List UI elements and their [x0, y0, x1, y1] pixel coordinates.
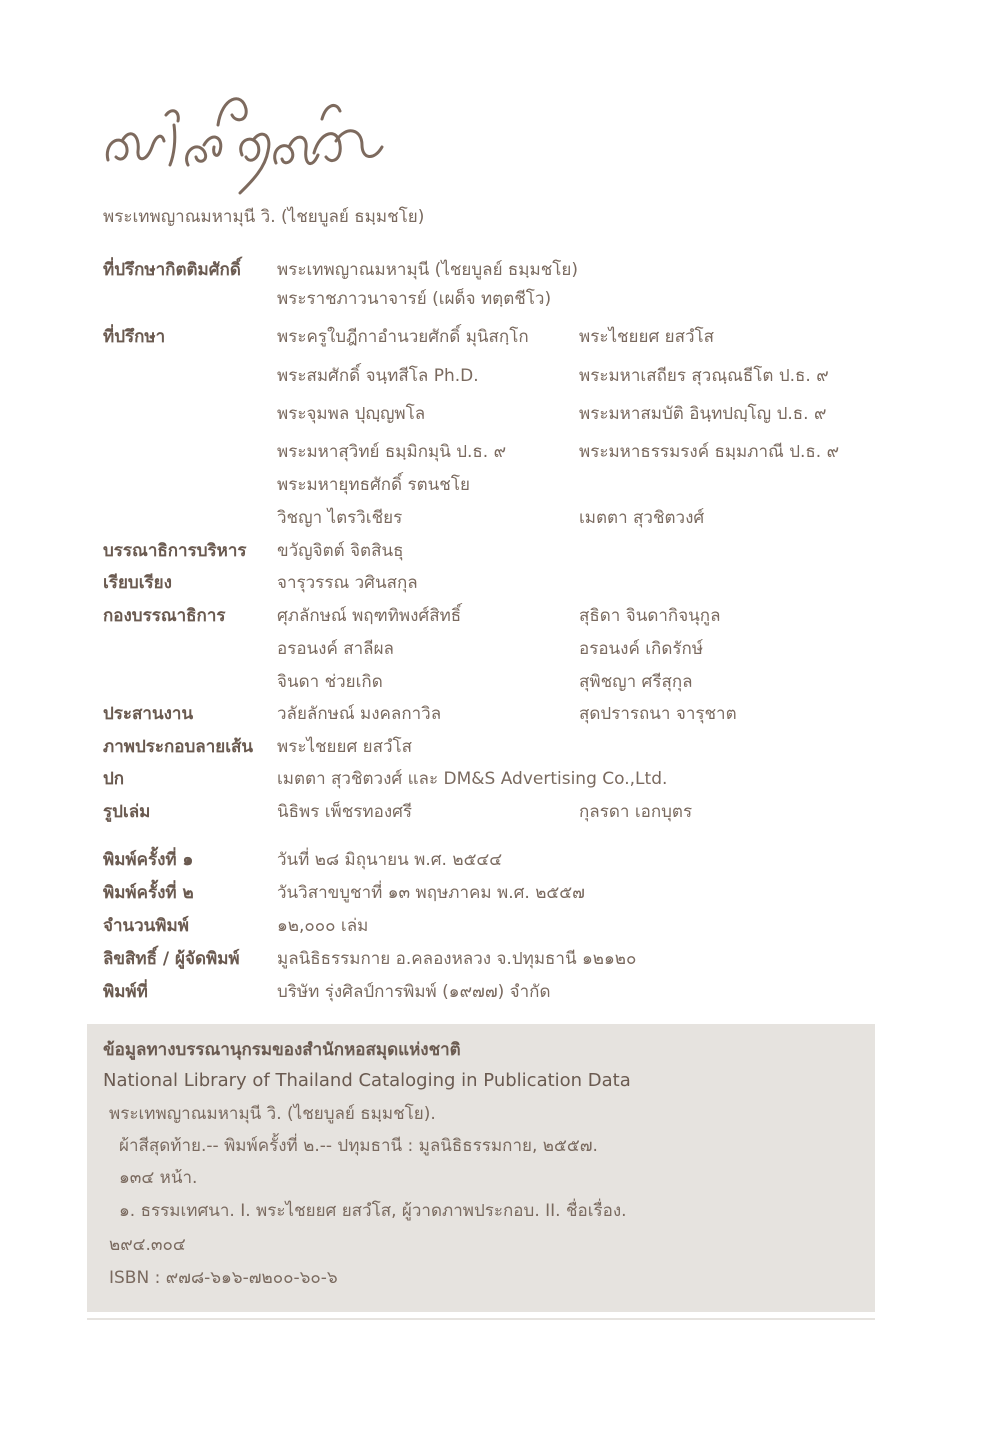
credit-name: พระไชยยศ ยสวํโส [579, 327, 715, 347]
credit-name: เมตตา สุวชิตวงศ์ [579, 508, 705, 528]
credit-row-honorary-advisor [103, 255, 903, 285]
credit-name: อรอนงค์ เกิดรักษ์ [579, 639, 704, 659]
cip-author-line: พระเทพญาณมหามุนี วิ. (ไชยบูลย์ ธมฺมชโย). [109, 1104, 436, 1124]
credit-row [103, 667, 903, 697]
printing-value: ๑๒,๐๐๐ เล่ม [277, 916, 369, 936]
printing-row-second-edition [103, 878, 903, 908]
credit-row-advisor [103, 322, 903, 352]
credit-label: ประสานงาน [103, 704, 194, 724]
credit-name: สุธิดา จินดากิจนุกูล [579, 606, 721, 626]
credit-row-compiler [103, 568, 903, 598]
printing-label: ลิขสิทธิ์ / ผู้จัดพิมพ์ [103, 949, 240, 969]
credit-name: จารุวรรณ วศินสกุล [277, 573, 418, 593]
credit-label: บรรณาธิการบริหาร [103, 541, 247, 561]
credit-name: วลัยลักษณ์ มงคลกาวิล [277, 704, 442, 724]
credit-row [103, 634, 903, 664]
printing-label: พิมพ์ครั้งที่ ๒ [103, 883, 194, 903]
credit-row [103, 361, 903, 391]
cip-data-box [87, 1024, 875, 1312]
printing-value: วันที่ ๒๘ มิถุนายน พ.ศ. ๒๕๔๔ [277, 850, 503, 870]
credit-row-cover [103, 764, 903, 794]
credit-label: รูปเล่ม [103, 802, 151, 822]
printing-row-copies [103, 911, 903, 941]
printing-value: บริษัท รุ่งศิลป์การพิมพ์ (๑๙๗๗) จำกัด [277, 982, 551, 1002]
credit-name: พระสมศักดิ์ จนฺทสีโล Ph.D. [277, 366, 479, 386]
printing-row-publisher [103, 944, 903, 974]
printing-label: จำนวนพิมพ์ [103, 916, 189, 936]
credit-name: สุพิชญา ศรีสุกุล [579, 672, 693, 692]
credit-label: กองบรรณาธิการ [103, 606, 226, 626]
printing-row-first-edition [103, 845, 903, 875]
credit-label: ที่ปรึกษากิตติมศักดิ์ [103, 260, 241, 280]
credit-label: เรียบเรียง [103, 573, 172, 593]
credit-row [103, 437, 903, 467]
credit-name: ศุภลักษณ์ พฤฑทิพงศ์สิทธิ์ [277, 606, 462, 626]
credit-label: ปก [103, 769, 125, 789]
credit-name: จินดา ช่วยเกิด [277, 672, 383, 692]
credit-row-coordinator [103, 699, 903, 729]
cip-isbn-line: ISBN : ๙๗๘-๖๑๖-๗๒๐๐-๖๐-๖ [109, 1268, 338, 1288]
printing-label: พิมพ์ที่ [103, 982, 148, 1002]
cip-title-line: ผ้าสีสุดท้าย.-- พิมพ์ครั้งที่ ๒.-- ปทุมธานี : มูลนิธิธรรมกาย, ๒๕๕๗. [119, 1136, 598, 1156]
printing-label: พิมพ์ครั้งที่ ๑ [103, 850, 194, 870]
credit-label: ที่ปรึกษา [103, 327, 166, 347]
credit-row-illustrator [103, 732, 903, 762]
credit-row [103, 399, 903, 429]
cip-heading-thai: ข้อมูลทางบรรณานุกรมของสำนักหอสมุดแห่งชาติ [103, 1040, 461, 1060]
credit-name: พระเทพญาณมหามุนี (ไชยบูลย์ ธมฺมชโย) [277, 260, 578, 280]
credit-name: นิธิพร เพ็ชรทองศรี [277, 802, 413, 822]
printing-value: วันวิสาขบูชาที่ ๑๓ พฤษภาคม พ.ศ. ๒๕๕๗ [277, 883, 585, 903]
credit-name: สุดปรารถนา จารุชาต [579, 704, 737, 724]
credit-name: เมตตา สุวชิตวงศ์ และ DM&S Advertising Co.,Ltd. [277, 769, 668, 789]
cip-pages-line: ๑๓๔ หน้า. [119, 1168, 198, 1188]
credit-row-executive-editor [103, 536, 903, 566]
credit-name: อรอนงค์ สาลีผล [277, 639, 394, 659]
credit-row [103, 503, 903, 533]
credit-name: ขวัญจิตต์ จิตสินธุ [277, 541, 404, 561]
credit-name: พระมหาเสถียร สุวณฺณธีโต ป.ธ. ๙ [579, 366, 829, 386]
credit-name: พระมหาสุวิทย์ ธมฺมิกมุนิ ป.ธ. ๙ [277, 442, 507, 462]
bottom-divider [87, 1318, 875, 1320]
credit-name: พระราชภาวนาจารย์ (เผด็จ ทตฺตชีโว) [277, 289, 552, 309]
title-calligraphy [100, 85, 390, 200]
credit-name: พระครูใบฎีกาอำนวยศักดิ์ มุนิสกฺโก [277, 327, 529, 347]
credit-row-editorial-board [103, 601, 903, 631]
credit-name: พระมหาสมบัติ อินฺทปญฺโญ ป.ธ. ๙ [579, 404, 827, 424]
cip-classification-line: ๒๙๔.๓๐๔ [109, 1235, 186, 1255]
printing-row-printer [103, 977, 903, 1007]
credit-name: พระไชยยศ ยสวํโส [277, 737, 413, 757]
credit-label: ภาพประกอบลายเส้น [103, 737, 254, 757]
printing-value: มูลนิธิธรรมกาย อ.คลองหลวง จ.ปทุมธานี ๑๒๑๒๐ [277, 949, 637, 969]
credit-row [103, 284, 903, 314]
credit-name: กุลรดา เอกบุตร [579, 802, 693, 822]
cip-heading-english: National Library of Thailand Cataloging in Publication Data [103, 1070, 631, 1091]
credit-name: พระมหาธรรมรงค์ ธมฺมภาณี ป.ธ. ๙ [579, 442, 840, 462]
credit-row [103, 470, 903, 500]
credit-name: พระมหายุทธศักดิ์ รตนชโย [277, 475, 470, 495]
author-subtitle: พระเทพญาณมหามุนี วิ. (ไชยบูลย์ ธมฺมชโย) [103, 207, 425, 227]
cip-subjects-line: ๑. ธรรมเทศนา. I. พระไชยยศ ยสวํโส, ผู้วาดภาพประกอบ. II. ชื่อเรื่อง. [119, 1201, 627, 1221]
credit-row-layout [103, 797, 903, 827]
credit-name: วิชญา ไตรวิเชียร [277, 508, 403, 528]
credit-name: พระจุมพล ปุญฺญพโล [277, 404, 426, 424]
